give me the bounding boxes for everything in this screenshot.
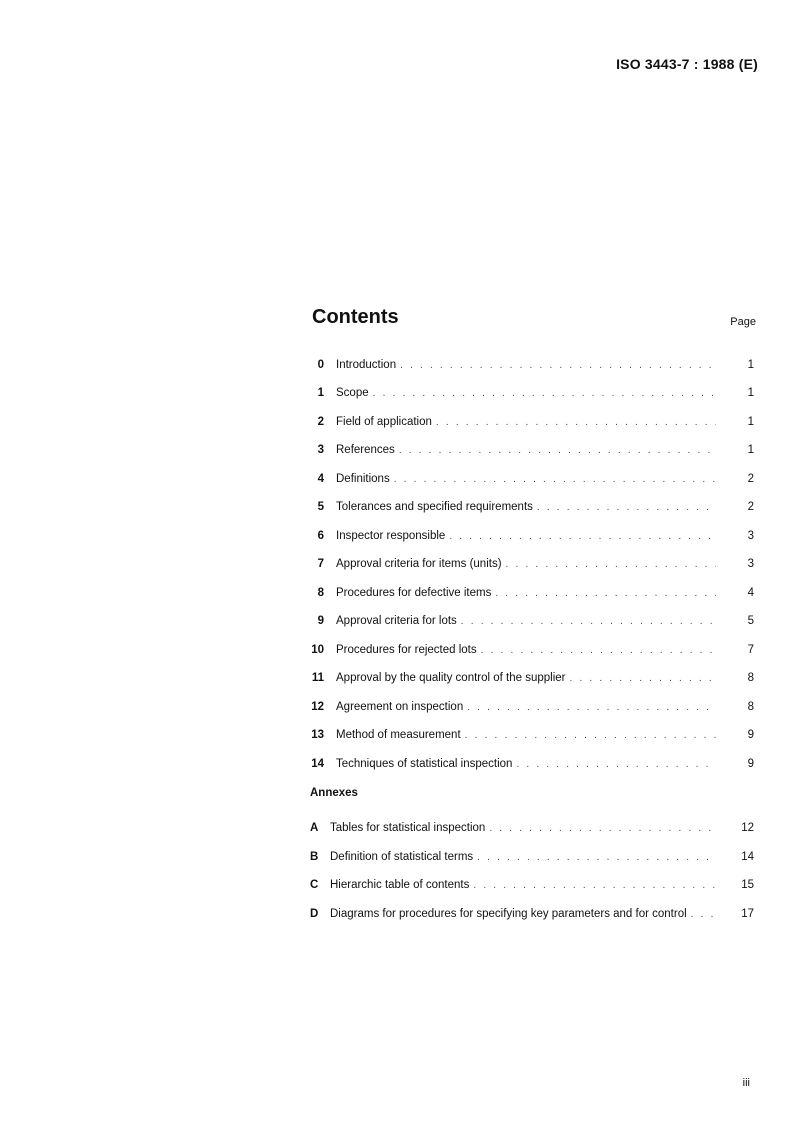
entry-title: Diagrams for procedures for specifying key parameters and for control (330, 907, 687, 920)
dot-leader (516, 759, 716, 770)
entry-number: C (310, 879, 319, 891)
dot-leader (691, 909, 716, 920)
toc-entry[interactable] (308, 713, 758, 742)
entry-page: 5 (747, 615, 754, 627)
entry-page: 3 (747, 529, 754, 542)
toc-header (308, 302, 758, 342)
entry-number: 13 (311, 729, 324, 741)
annex-entry[interactable] (308, 834, 758, 863)
entry-title: References (336, 444, 395, 456)
entry-title: Procedures for rejected lots (336, 643, 477, 656)
entry-number: 6 (317, 529, 324, 542)
entry-page: 12 (741, 822, 754, 834)
entry-number: 2 (317, 415, 324, 428)
document-id: ISO 3443-7 : 1988 (E) (616, 56, 758, 72)
entry-number: 4 (317, 472, 324, 485)
entry-title: Approval by the quality control of the supplier (336, 672, 566, 684)
entry-page: 4 (747, 586, 754, 599)
dot-leader (436, 417, 716, 428)
entry-page: 7 (747, 643, 754, 656)
entry-page: 2 (747, 501, 754, 513)
toc-title: Contents (312, 306, 399, 328)
entry-number: B (310, 850, 319, 863)
entry-page: 1 (747, 415, 754, 428)
dot-leader (537, 502, 716, 513)
entry-title: Approval criteria for items (units) (336, 558, 502, 570)
dot-leader (477, 852, 716, 863)
entry-number: 0 (317, 358, 324, 371)
dot-leader (570, 673, 717, 684)
entry-title: Tolerances and specified requirements (336, 501, 533, 513)
annex-list (308, 806, 758, 920)
entry-page: 1 (747, 358, 754, 371)
toc-entry[interactable] (308, 513, 758, 542)
toc-entry[interactable] (308, 428, 758, 457)
entry-title: Agreement on inspection (336, 700, 464, 713)
entry-number: A (310, 822, 319, 834)
entry-number: 8 (317, 586, 324, 599)
toc-entry[interactable] (308, 570, 758, 599)
annex-entry[interactable] (308, 863, 758, 892)
dot-leader (467, 702, 716, 713)
toc-entry[interactable] (308, 342, 758, 371)
entry-page: 15 (741, 879, 754, 891)
entry-number: 3 (317, 444, 324, 456)
entry-title: Scope (336, 387, 369, 399)
toc-entry[interactable] (308, 684, 758, 713)
entry-title: Approval criteria for lots (336, 615, 457, 627)
entry-title: Field of application (336, 415, 432, 428)
annex-entry[interactable] (308, 891, 758, 920)
toc-entry[interactable] (308, 656, 758, 685)
toc-entry[interactable] (308, 485, 758, 514)
entry-title: Definitions (336, 472, 390, 485)
entry-page: 14 (741, 850, 754, 863)
entry-title: Procedures for defective items (336, 586, 492, 599)
footer-page-number: iii (742, 1077, 750, 1089)
toc-entry[interactable] (308, 599, 758, 628)
entry-page: 17 (741, 907, 754, 920)
entry-page: 1 (747, 444, 754, 456)
toc-entry[interactable] (308, 399, 758, 428)
entry-page: 9 (747, 729, 754, 741)
entry-title: Tables for statistical inspection (330, 822, 486, 834)
toc-entry[interactable] (308, 371, 758, 400)
dot-leader (399, 445, 716, 456)
entry-title: Method of measurement (336, 729, 461, 741)
dot-leader (373, 388, 716, 399)
dot-leader (506, 559, 716, 570)
dot-leader (473, 880, 716, 891)
entry-page: 1 (747, 387, 754, 399)
toc-entry[interactable] (308, 456, 758, 485)
dot-leader (400, 360, 716, 371)
toc-entry[interactable] (308, 542, 758, 571)
entry-title: Introduction (336, 358, 397, 371)
entry-number: 9 (317, 615, 324, 627)
entry-title: Inspector responsible (336, 529, 446, 542)
dot-leader (481, 645, 716, 656)
page-column-label: Page (730, 316, 756, 328)
entry-number: 11 (311, 672, 324, 684)
entry-page: 3 (747, 558, 754, 570)
entry-page: 8 (747, 700, 754, 713)
toc-entry[interactable] (308, 627, 758, 656)
entry-page: 2 (747, 472, 754, 485)
toc-entry[interactable] (308, 741, 758, 770)
entry-number: 5 (317, 501, 324, 513)
dot-leader (495, 588, 716, 599)
entry-page: 8 (747, 672, 754, 684)
entry-number: 1 (317, 387, 324, 399)
annexes-heading: Annexes (310, 786, 358, 799)
entry-number: 7 (317, 558, 324, 570)
dot-leader (449, 531, 716, 542)
dot-leader (489, 823, 716, 834)
clause-list (308, 342, 758, 770)
dot-leader (465, 730, 716, 741)
annex-entry[interactable] (308, 806, 758, 835)
entry-number: D (310, 907, 319, 920)
dot-leader (461, 616, 716, 627)
table-of-contents (308, 302, 758, 920)
entry-number: 14 (311, 757, 324, 770)
entry-title: Hierarchic table of contents (330, 879, 470, 891)
entry-number: 10 (311, 643, 324, 656)
dot-leader (394, 474, 716, 485)
entry-page: 9 (747, 757, 754, 770)
entry-title: Techniques of statistical inspection (336, 757, 513, 770)
entry-title: Definition of statistical terms (330, 850, 474, 863)
entry-number: 12 (311, 700, 324, 713)
